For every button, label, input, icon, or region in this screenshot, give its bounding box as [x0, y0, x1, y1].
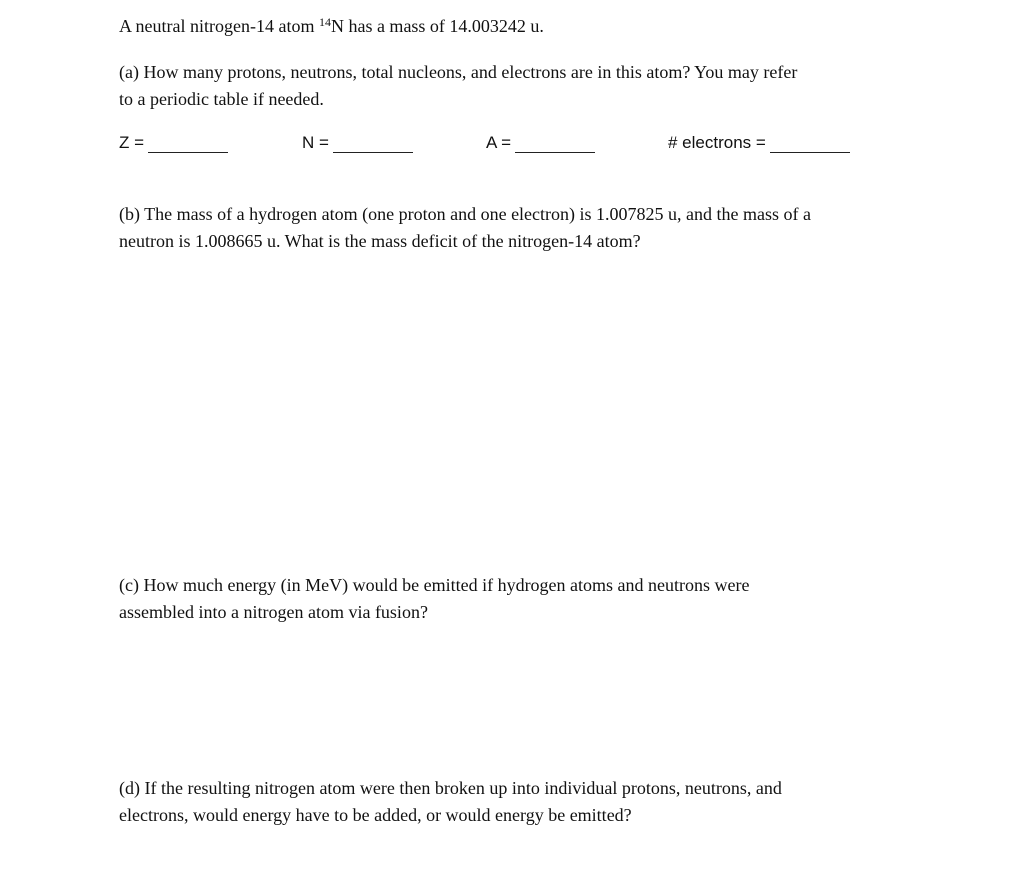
blank-line-n[interactable]	[333, 151, 413, 153]
part-c-question-line-2: assembled into a nitrogen atom via fusion?	[119, 602, 428, 622]
part-b-question-line-1: (b) The mass of a hydrogen atom (one proton and one electron) is 1.007825 u, and the mass of a	[119, 204, 811, 224]
blank-line-a[interactable]	[515, 151, 595, 153]
part-a-question-line-2: to a periodic table if needed.	[119, 89, 324, 109]
answer-blank-electrons[interactable]	[668, 132, 850, 154]
answer-blank-a[interactable]	[486, 132, 595, 154]
blank-label-n: N =	[302, 133, 329, 152]
answer-blank-n[interactable]	[302, 132, 413, 154]
part-b-question-line-2: neutron is 1.008665 u. What is the mass deficit of the nitrogen-14 atom?	[119, 231, 641, 251]
blank-line-z[interactable]	[148, 151, 228, 153]
intro-text-post: has a mass of 14.003242 u.	[343, 16, 544, 36]
part-d-question-line-1: (d) If the resulting nitrogen atom were then broken up into individual protons, neutrons, and	[119, 778, 782, 798]
blank-label-z: Z =	[119, 133, 145, 152]
part-c-question-line-1: (c) How much energy (in MeV) would be emitted if hydrogen atoms and neutrons were	[119, 575, 750, 595]
element-symbol: N	[330, 16, 344, 36]
intro-text-pre: A neutral nitrogen-14 atom	[119, 16, 319, 36]
answer-blank-z[interactable]	[119, 132, 228, 154]
blank-label-electrons: # electrons =	[668, 133, 766, 152]
part-a-question-line-1: (a) How many protons, neutrons, total nucleons, and electrons are in this atom? You may refer	[119, 62, 798, 82]
intro-statement	[119, 15, 544, 37]
isotope-superscript: 14	[318, 15, 331, 29]
blank-label-a: A =	[486, 133, 512, 152]
blank-line-electrons[interactable]	[770, 151, 850, 153]
part-d-question-line-2: electrons, would energy have to be added, or would energy be emitted?	[119, 805, 632, 825]
